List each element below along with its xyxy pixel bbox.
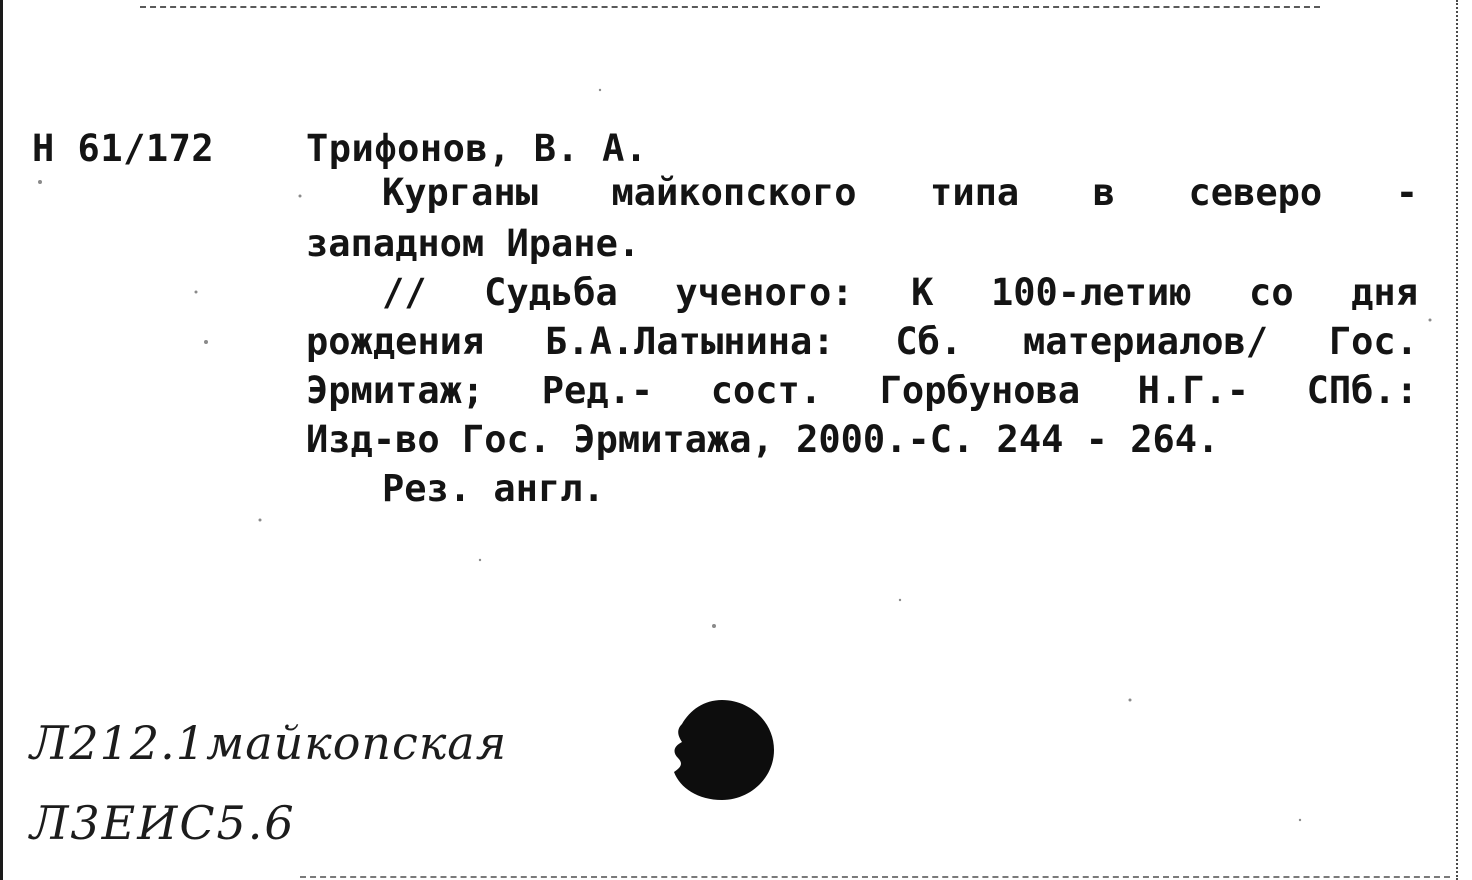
title-line-1: Курганы майкопского типа в северо -	[382, 171, 1418, 214]
card-top-edge	[140, 6, 1320, 8]
author-heading: Трифонов, В. А.	[306, 127, 648, 170]
handwritten-classification-1: Л212.1майкопская	[30, 716, 508, 770]
card-right-edge	[1454, 0, 1458, 880]
source-line-4: Изд-во Гос. Эрмитажа, 2000.-С. 244 - 264.	[306, 418, 1220, 461]
source-line-3: Эрмитаж; Ред.- сост. Горбунова Н.Г.- СПб.:	[306, 369, 1418, 412]
card-left-edge	[0, 0, 3, 880]
handwritten-classification-2: Л3ЕИС5.6	[30, 796, 296, 850]
shelfmark: Н 61/172	[32, 127, 215, 170]
source-line-2: рождения Б.А.Латынина: Сб. материалов/ Гос.	[306, 320, 1418, 363]
source-line-1: // Судьба ученого: К 100-летию со дня	[382, 271, 1418, 314]
card-bottom-edge	[300, 876, 1450, 878]
title-line-2: западном Иране.	[306, 222, 641, 265]
punch-hole-icon	[668, 698, 776, 802]
summary-note: Рез. англ.	[382, 467, 605, 510]
